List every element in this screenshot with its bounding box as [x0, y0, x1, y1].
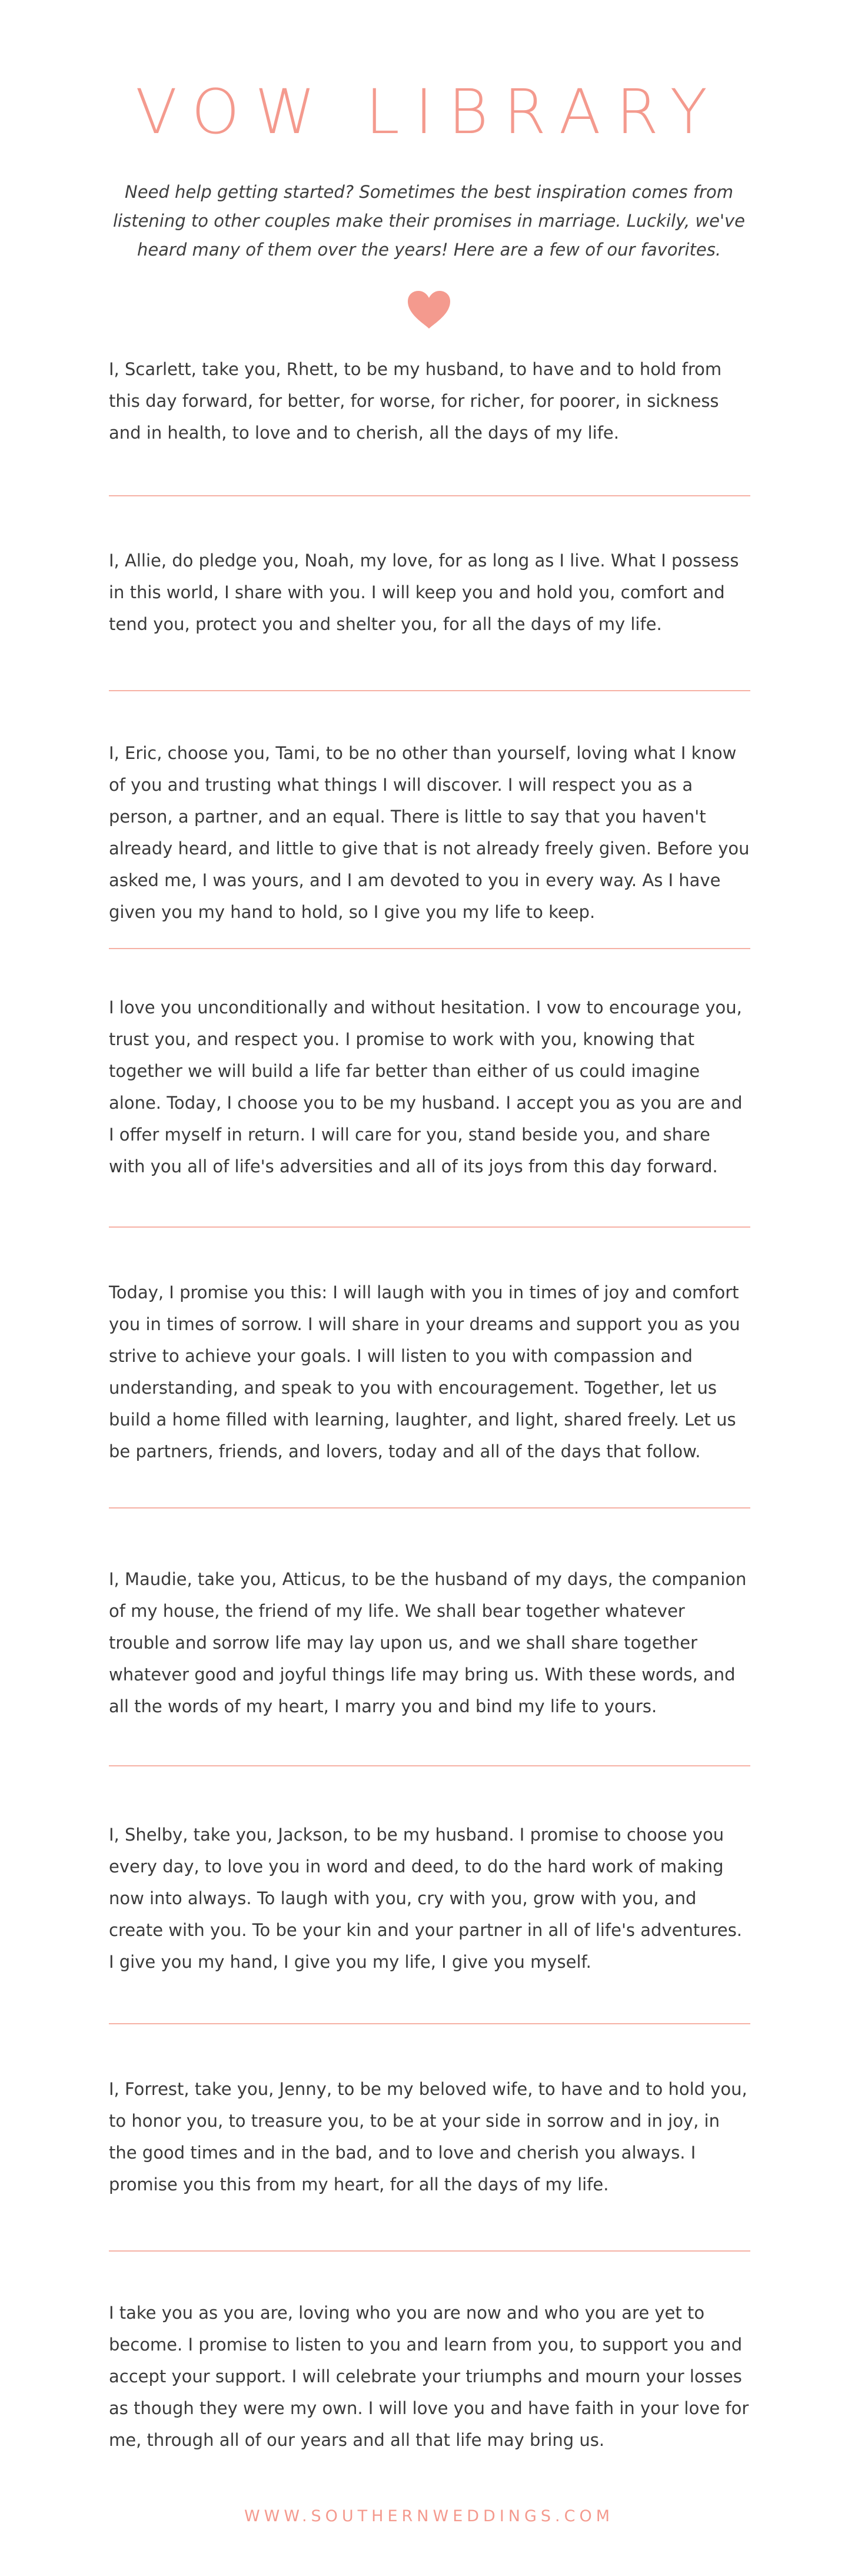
divider-line [109, 1507, 750, 1509]
heart-icon [407, 290, 451, 330]
page-title: VOW LIBRARY [135, 76, 723, 148]
divider-line [109, 1765, 750, 1766]
divider-line [109, 2250, 750, 2252]
vow-paragraph-9: I take you as you are, loving who you are now and who you are yet to become. I promise to listen to you and learn from you, to support you and accept your support. I will celebrate your triumphs and mourn your losses as though they were my own. I will love you and have faith in your love for me, through all of our years and all that life may bring us. [109, 2303, 749, 2450]
divider-line [109, 495, 750, 496]
vow-paragraph-6: I, Maudie, take you, Atticus, to be the husband of my days, the companion of my house, the friend of my life. We shall bear together whatever trouble and sorrow life may lay upon us, and we shall share together whatever good and joyful things life may bring us. With these words, and all the words of my heart, I marry you and bind my life to yours. [109, 1569, 747, 1716]
vow-paragraph-7: I, Shelby, take you, Jackson, to be my husband. I promise to choose you every day, to love you in word and deed, to do the hard work of making now into always. To laugh with you, cry with you, grow with you, and create with you. To be your kin and your partner in all of life's adventures. I give you my hand, I give you my life, I give you myself. [109, 1825, 743, 1972]
divider-line [109, 690, 750, 691]
vow-paragraph-4: I love you unconditionally and without hesitation. I vow to encourage you, trust you, and respect you. I promise to work with you, knowing that together we will build a life far better than either of us could imagine alone. Today, I choose you to be my husband. I accept you as you are and I offer myself in return. I will care for you, stand beside you, and share with you all of life's adversities and all of its joys from this day forward. [109, 997, 743, 1176]
footer-website-link[interactable]: WWW.SOUTHERNWEDDINGS.COM [244, 2507, 614, 2525]
vow-paragraph-8: I, Forrest, take you, Jenny, to be my beloved wife, to have and to hold you, to honor you, to treasure you, to be at your side in sorrow and in joy, in the good times and in the bad, and to love and cherish you always. I promise you this from my heart, for all the days of my life. [109, 2079, 747, 2194]
vow-paragraph-3: I, Eric, choose you, Tami, to be no other than yourself, loving what I know of you and trusting what things I will discover. I will respect you as a person, a partner, and an equal. There is little to say that you haven't already heard, and little to give that is not already freely given. Before you asked me, I was yours, and I am devoted to you in every way. As I have given you my hand to hold, so I give you my life to keep. [109, 743, 750, 922]
vow-paragraph-1: I, Scarlett, take you, Rhett, to be my husband, to have and to hold from this day forward, for better, for worse, for richer, for poorer, in sickness and in health, to love and to cherish, all the days of my life. [109, 359, 722, 443]
divider-line [109, 1226, 750, 1228]
divider-line [109, 2023, 750, 2024]
vow-paragraph-5: Today, I promise you this: I will laugh with you in times of joy and comfort you in times of sorrow. I will share in your dreams and support you as you strive to achieve your goals. I will listen to you with compassion and understanding, and speak to you with encouragement. Together, let us build a home filled with learning, laughter, and light, shared freely. Let us be partners, friends, and lovers, today and all of the days that follow. [109, 1282, 740, 1461]
vow-paragraph-2: I, Allie, do pledge you, Noah, my love, for as long as I live. What I possess in this world, I share with you. I will keep you and hold you, comfort and tend you, protect you and shelter you, for all the days of my life. [109, 551, 739, 634]
intro-text: Need help getting started? Sometimes the best inspiration comes from listening to other couples make their promises in marriage. Luckily, we've heard many of them over the years! Here are a few of our favorites. [112, 182, 746, 260]
divider-line [109, 948, 750, 949]
